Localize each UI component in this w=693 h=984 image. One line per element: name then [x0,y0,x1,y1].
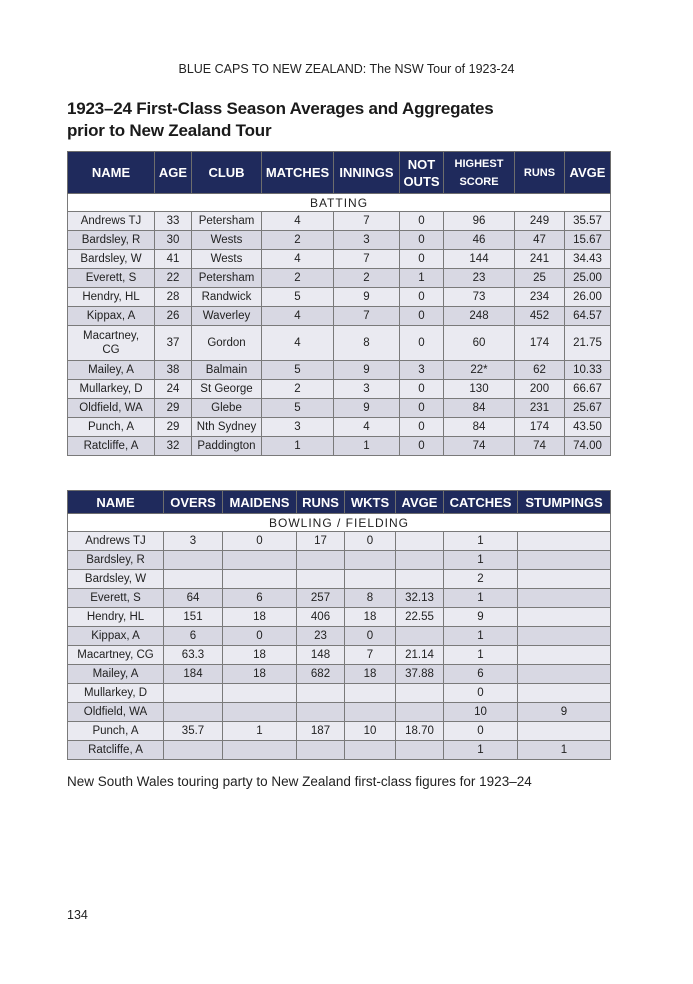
table-row [68,608,611,627]
cell-wkts: 8 [345,589,396,608]
cell-runs: 187 [297,722,345,741]
cell-club: Petersham [192,212,262,231]
cell-matches: 3 [262,418,334,437]
col-not-outs-header-line-1: NOT [407,156,436,172]
cell-maidens [223,741,297,760]
cell-club: Nth Sydney [192,418,262,437]
col-highest-header [444,152,515,194]
cell-wkts [345,741,396,760]
cell-age: 24 [155,380,192,399]
cell-runs: 406 [297,608,345,627]
cell-avge: 26.00 [565,288,611,307]
cell-wkts: 7 [345,646,396,665]
cell-name: Bardsley, R [68,551,164,570]
col-highest-header-line-2: SCORE [459,175,499,188]
cell-not-outs: 0 [400,212,444,231]
cell-stumpings [518,589,611,608]
cell-not-outs: 3 [400,361,444,380]
cell-age: 29 [155,418,192,437]
cell-runs: 17 [297,532,345,551]
cell-avge: 21.14 [396,646,444,665]
cell-runs: 174 [515,418,565,437]
cell-avge: 35.57 [565,212,611,231]
table-row [68,589,611,608]
cell-highest: 84 [444,399,515,418]
cell-runs [297,551,345,570]
cell-name: Kippax, A [68,627,164,646]
cell-runs: 452 [515,307,565,326]
cell-matches: 5 [262,361,334,380]
cell-name-line-2: CG [102,344,120,356]
cell-not-outs: 0 [400,399,444,418]
cell-maidens [223,570,297,589]
col-not-outs-header-line-2: OUTS [403,173,440,189]
cell-overs [164,741,223,760]
cell-avge [396,551,444,570]
cell-not-outs: 0 [400,418,444,437]
cell-highest: 74 [444,437,515,456]
cell-runs [297,703,345,722]
cell-matches: 2 [262,231,334,250]
cell-catches: 1 [444,589,518,608]
col-avge-header: AVGE [396,491,444,514]
cell-name: Ratcliffe, A [68,437,155,456]
cell-not-outs: 0 [400,326,444,361]
cell-catches: 1 [444,532,518,551]
cell-runs: 241 [515,250,565,269]
cell-runs: 62 [515,361,565,380]
cell-runs: 47 [515,231,565,250]
table-row [68,703,611,722]
cell-runs: 200 [515,380,565,399]
cell-avge: 18.70 [396,722,444,741]
cell-matches: 5 [262,288,334,307]
table-row [68,665,611,684]
cell-name: Everett, S [68,589,164,608]
cell-catches: 0 [444,684,518,703]
cell-matches: 4 [262,326,334,361]
cell-catches: 10 [444,703,518,722]
cell-name: Bardsley, W [68,570,164,589]
cell-catches: 0 [444,722,518,741]
cell-club: Waverley [192,307,262,326]
cell-catches: 2 [444,570,518,589]
cell-avge: 37.88 [396,665,444,684]
cell-innings: 3 [334,231,400,250]
bowling-header-row [68,491,611,514]
cell-name: Hendry, HL [68,608,164,627]
cell-not-outs: 1 [400,269,444,288]
cell-runs: 257 [297,589,345,608]
cell-innings: 4 [334,418,400,437]
cell-stumpings [518,684,611,703]
cell-name: Bardsley, R [68,231,155,250]
cell-runs: 682 [297,665,345,684]
col-wkts-header: WKTS [345,491,396,514]
cell-highest: 84 [444,418,515,437]
page-title [67,98,627,142]
cell-avge: 32.13 [396,589,444,608]
cell-matches: 2 [262,269,334,288]
cell-highest: 144 [444,250,515,269]
cell-club: Petersham [192,269,262,288]
cell-wkts [345,570,396,589]
table-row [68,532,611,551]
col-age-header: AGE [155,152,192,194]
cell-age: 37 [155,326,192,361]
cell-overs: 35.7 [164,722,223,741]
cell-wkts: 18 [345,608,396,627]
cell-highest: 23 [444,269,515,288]
cell-avge: 22.55 [396,608,444,627]
cell-highest: 248 [444,307,515,326]
cell-runs: 25 [515,269,565,288]
cell-club: Randwick [192,288,262,307]
cell-age: 30 [155,231,192,250]
cell-runs: 249 [515,212,565,231]
cell-wkts: 10 [345,722,396,741]
col-stumpings-header: STUMPINGS [518,491,611,514]
cell-age: 38 [155,361,192,380]
cell-stumpings: 1 [518,741,611,760]
cell-wkts [345,703,396,722]
cell-runs: 148 [297,646,345,665]
cell-not-outs: 0 [400,380,444,399]
cell-maidens: 6 [223,589,297,608]
cell-wkts: 18 [345,665,396,684]
cell-avge: 43.50 [565,418,611,437]
cell-runs [297,684,345,703]
table-row [68,361,611,380]
cell-club: Wests [192,250,262,269]
col-highest-header-line-1: HIGHEST [454,157,504,170]
table-row [68,627,611,646]
table-row [68,231,611,250]
table-row [68,437,611,456]
cell-avge: 34.43 [565,250,611,269]
cell-not-outs: 0 [400,231,444,250]
cell-catches: 1 [444,551,518,570]
cell-runs [297,741,345,760]
batting-header-row [68,152,611,194]
cell-stumpings [518,608,611,627]
cell-name: Andrews TJ [68,532,164,551]
cell-runs [297,570,345,589]
table-row [68,288,611,307]
cell-avge [396,684,444,703]
cell-highest: 96 [444,212,515,231]
bowling-section-row [68,514,611,532]
table-caption: New South Wales touring party to New Zealand first-class figures for 1923–24 [67,774,532,789]
cell-not-outs: 0 [400,307,444,326]
cell-highest: 22* [444,361,515,380]
cell-overs: 63.3 [164,646,223,665]
cell-avge: 74.00 [565,437,611,456]
col-name-header: NAME [68,152,155,194]
cell-age: 26 [155,307,192,326]
cell-stumpings: 9 [518,703,611,722]
cell-name: Punch, A [68,722,164,741]
cell-avge: 15.67 [565,231,611,250]
cell-catches: 1 [444,741,518,760]
batting-table [67,151,611,456]
bowling-section-label: BOWLING / FIELDING [68,514,611,532]
cell-avge [396,741,444,760]
bowling-fielding-table [67,490,611,760]
table-row [68,307,611,326]
cell-age: 29 [155,399,192,418]
cell-avge: 66.67 [565,380,611,399]
col-catches-header: CATCHES [444,491,518,514]
cell-wkts [345,684,396,703]
cell-catches: 6 [444,665,518,684]
cell-maidens [223,703,297,722]
cell-innings: 7 [334,212,400,231]
cell-catches: 9 [444,608,518,627]
cell-avge: 25.67 [565,399,611,418]
table-row [68,722,611,741]
cell-maidens: 18 [223,646,297,665]
table-row [68,399,611,418]
running-head: BLUE CAPS TO NEW ZEALAND: The NSW Tour of 1923-24 [178,62,515,76]
table-row [68,741,611,760]
table-row [68,418,611,437]
cell-age: 28 [155,288,192,307]
cell-catches: 1 [444,646,518,665]
col-runs-header: RUNS [515,152,565,194]
cell-maidens [223,684,297,703]
cell-overs [164,551,223,570]
col-club-header: CLUB [192,152,262,194]
table-row [68,551,611,570]
cell-avge: 21.75 [565,326,611,361]
cell-name: Oldfield, WA [68,399,155,418]
cell-highest: 73 [444,288,515,307]
table-row [68,326,611,361]
cell-name: Ratcliffe, A [68,741,164,760]
cell-maidens: 1 [223,722,297,741]
table-row [68,646,611,665]
cell-club: Wests [192,231,262,250]
cell-maidens: 0 [223,627,297,646]
cell-avge [396,703,444,722]
cell-maidens: 18 [223,665,297,684]
cell-highest: 60 [444,326,515,361]
cell-stumpings [518,570,611,589]
cell-name: Oldfield, WA [68,703,164,722]
cell-avge [396,627,444,646]
cell-name: Bardsley, W [68,250,155,269]
table-row [68,380,611,399]
col-innings-header: INNINGS [334,152,400,194]
cell-innings: 1 [334,437,400,456]
cell-overs [164,703,223,722]
cell-wkts: 0 [345,627,396,646]
cell-name: Punch, A [68,418,155,437]
cell-highest: 46 [444,231,515,250]
cell-overs [164,570,223,589]
cell-innings: 9 [334,288,400,307]
cell-club: St George [192,380,262,399]
cell-maidens: 0 [223,532,297,551]
cell-not-outs: 0 [400,250,444,269]
col-not-outs-header [400,152,444,194]
col-avge-header: AVGE [565,152,611,194]
cell-not-outs: 0 [400,288,444,307]
cell-overs: 64 [164,589,223,608]
cell-innings: 9 [334,399,400,418]
cell-age: 33 [155,212,192,231]
cell-overs: 151 [164,608,223,627]
cell-avge: 10.33 [565,361,611,380]
cell-name: Everett, S [68,269,155,288]
batting-section-row [68,194,611,212]
cell-maidens: 18 [223,608,297,627]
cell-matches: 5 [262,399,334,418]
cell-runs: 23 [297,627,345,646]
cell-runs: 234 [515,288,565,307]
cell-wkts: 0 [345,532,396,551]
cell-club: Paddington [192,437,262,456]
cell-stumpings [518,627,611,646]
cell-stumpings [518,532,611,551]
cell-overs [164,684,223,703]
cell-wkts [345,551,396,570]
cell-stumpings [518,646,611,665]
cell-name: Hendry, HL [68,288,155,307]
cell-club: Glebe [192,399,262,418]
cell-overs: 184 [164,665,223,684]
cell-maidens [223,551,297,570]
cell-name: Mullarkey, D [68,380,155,399]
cell-overs: 6 [164,627,223,646]
cell-matches: 4 [262,250,334,269]
batting-section-label: BATTING [68,194,611,212]
cell-stumpings [518,551,611,570]
cell-highest: 130 [444,380,515,399]
table-row [68,250,611,269]
col-matches-header: MATCHES [262,152,334,194]
cell-age: 32 [155,437,192,456]
cell-matches: 1 [262,437,334,456]
cell-innings: 7 [334,250,400,269]
cell-stumpings [518,665,611,684]
cell-name: Kippax, A [68,307,155,326]
table-row [68,269,611,288]
cell-avge [396,532,444,551]
cell-innings: 9 [334,361,400,380]
table-row [68,570,611,589]
cell-matches: 4 [262,212,334,231]
cell-matches: 4 [262,307,334,326]
cell-name: Mailey, A [68,361,155,380]
cell-overs: 3 [164,532,223,551]
cell-avge: 25.00 [565,269,611,288]
cell-runs: 174 [515,326,565,361]
cell-name: Andrews TJ [68,212,155,231]
cell-name: Macartney, CG [68,646,164,665]
cell-age: 41 [155,250,192,269]
cell-innings: 3 [334,380,400,399]
cell-innings: 7 [334,307,400,326]
cell-name: Mullarkey, D [68,684,164,703]
cell-catches: 1 [444,627,518,646]
cell-age: 22 [155,269,192,288]
cell-club: Gordon [192,326,262,361]
cell-runs: 231 [515,399,565,418]
col-name-header: NAME [68,491,164,514]
cell-avge: 64.57 [565,307,611,326]
cell-name: Mailey, A [68,665,164,684]
title-line-2: prior to New Zealand Tour [67,121,272,140]
cell-runs: 74 [515,437,565,456]
cell-stumpings [518,722,611,741]
cell-club: Balmain [192,361,262,380]
cell-name-line-1: Macartney, [82,330,140,342]
table-row [68,212,611,231]
cell-avge [396,570,444,589]
title-line-1: 1923–24 First-Class Season Averages and Aggregates [67,99,494,118]
col-maidens-header: MAIDENS [223,491,297,514]
cell-innings: 2 [334,269,400,288]
cell-not-outs: 0 [400,437,444,456]
cell-matches: 2 [262,380,334,399]
cell-name [68,326,155,361]
table-row [68,684,611,703]
cell-innings: 8 [334,326,400,361]
col-runs-header: RUNS [297,491,345,514]
col-overs-header: OVERS [164,491,223,514]
page-number: 134 [67,908,88,922]
